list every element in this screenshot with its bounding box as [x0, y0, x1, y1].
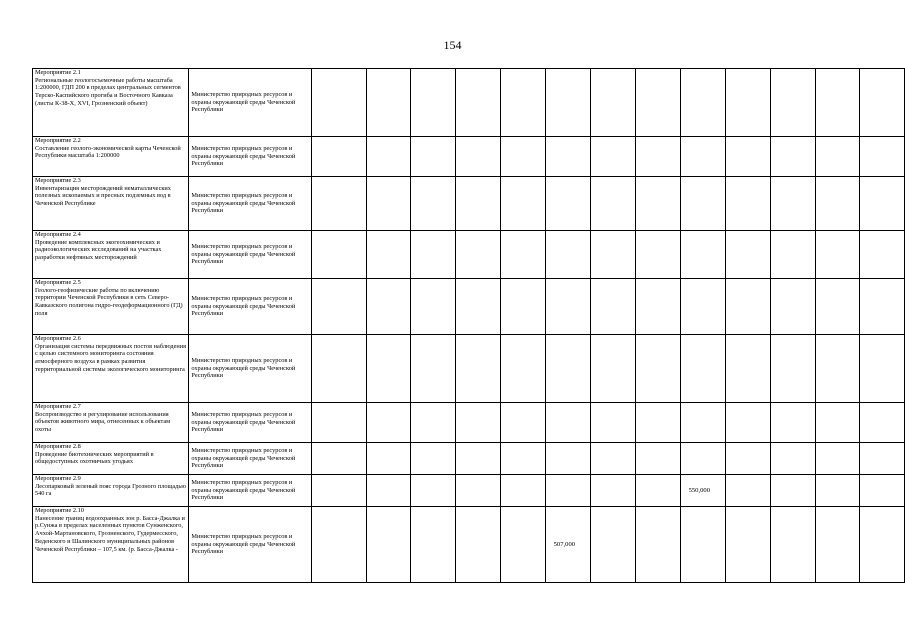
value-cell: [860, 507, 905, 583]
value-cell: [680, 335, 726, 403]
value-cell: [411, 177, 456, 231]
value-cell: [680, 443, 726, 475]
value-cell: [591, 69, 636, 137]
value-cell: [411, 475, 456, 507]
value-cell: [726, 69, 771, 137]
event-description: Нанесение границ водоохранных зон р. Басса-Джалка и р.Сунжа в пределах населенных пунктов Сунженского, Ачхой-Мартановского, Грозненского, Гудермесского, Веденского и Шалинского муниципальных районов Чеченской Республики – 107,5 км. (р. Басса-Джалка -: [35, 514, 185, 553]
value-cell: [815, 279, 860, 335]
value-cell: [591, 231, 636, 279]
value-cell: [770, 443, 815, 475]
value-cell: [815, 231, 860, 279]
value-cell: [726, 507, 771, 583]
value-cell: [500, 507, 545, 583]
value-cell: [860, 403, 905, 443]
responsible-cell: Министерство природных ресурсов и охраны окружающей среды Чеченской Республики: [189, 443, 312, 475]
value-cell: [312, 403, 366, 443]
event-cell: [33, 443, 189, 475]
value-cell: [635, 231, 680, 279]
value-cell: [815, 137, 860, 177]
value-cell: [815, 335, 860, 403]
table-row: [33, 475, 905, 507]
value-cell: [591, 507, 636, 583]
value-cell: [545, 69, 591, 137]
value-cell: [860, 69, 905, 137]
value-cell: [860, 231, 905, 279]
value-cell: [591, 335, 636, 403]
value-cell: [860, 279, 905, 335]
value-cell: [770, 69, 815, 137]
value-cell: [312, 137, 366, 177]
value-cell: [456, 403, 501, 443]
value-cell: [456, 443, 501, 475]
value-cell: [456, 279, 501, 335]
responsible-cell: Министерство природных ресурсов и охраны окружающей среды Чеченской Республики: [189, 475, 312, 507]
event-cell: [33, 231, 189, 279]
value-cell: [726, 335, 771, 403]
responsible-cell: Министерство природных ресурсов и охраны окружающей среды Чеченской Республики: [189, 137, 312, 177]
value-cell: [312, 443, 366, 475]
event-description: Региональные геологосъемочные работы масштаба 1:200000, ГДП 200 в пределах центральных сегментов Терско-Каспийского прогиба и Восточного Кавказа (листы К-38-Х, XVI, Грозненский объект): [35, 76, 181, 107]
value-cell: [500, 403, 545, 443]
event-cell: [33, 177, 189, 231]
value-cell: [680, 231, 726, 279]
value-cell: [545, 137, 591, 177]
event-number: Мероприятие 2.1: [35, 69, 81, 76]
value-cell: [770, 231, 815, 279]
value-cell: [635, 137, 680, 177]
value-cell: [770, 507, 815, 583]
value-cell: [591, 443, 636, 475]
event-number: Мероприятие 2.7: [35, 403, 81, 410]
value-cell: [456, 177, 501, 231]
value-cell: [591, 475, 636, 507]
value-cell: [815, 177, 860, 231]
value-cell: [726, 403, 771, 443]
table-body: [33, 69, 905, 583]
event-number: Мероприятие 2.2: [35, 137, 81, 144]
value-cell: [456, 69, 501, 137]
value-cell: [366, 335, 411, 403]
value-cell: [635, 335, 680, 403]
value-cell: [770, 279, 815, 335]
value-cell: [366, 403, 411, 443]
value-cell: [635, 507, 680, 583]
table-row: [33, 279, 905, 335]
event-number: Мероприятие 2.10: [35, 507, 84, 514]
table-row: [33, 403, 905, 443]
value-cell: [726, 279, 771, 335]
responsible-cell: Министерство природных ресурсов и охраны окружающей среды Чеченской Республики: [189, 231, 312, 279]
table-row: [33, 443, 905, 475]
value-cell: [312, 475, 366, 507]
value-cell: [545, 177, 591, 231]
event-description: Проведение биотехнических мероприятий в общедоступных охотничьих угодьях: [35, 450, 154, 466]
value-cell: [726, 443, 771, 475]
value-cell: [366, 69, 411, 137]
value-cell: [680, 279, 726, 335]
value-cell: [366, 231, 411, 279]
event-description: Лесопарковый зеленый пояс города Грозного площадью 540 га: [35, 482, 186, 498]
value-cell: [635, 69, 680, 137]
value-cell: [815, 443, 860, 475]
value-cell: [635, 443, 680, 475]
value-cell: [815, 403, 860, 443]
responsible-cell: Министерство природных ресурсов и охраны окружающей среды Чеченской Республики: [189, 69, 312, 137]
value-cell: [411, 137, 456, 177]
value-cell: [726, 137, 771, 177]
value-cell: [411, 279, 456, 335]
event-description: Проведение комплексных экогеохимических и радиоэкологических исследований на участках разработки нефтяных месторождений: [35, 238, 162, 262]
event-cell: [33, 507, 189, 583]
value-cell: [770, 403, 815, 443]
value-cell: [770, 137, 815, 177]
value-cell: [500, 177, 545, 231]
value-cell: [860, 443, 905, 475]
value-cell: [635, 475, 680, 507]
value-cell: [366, 279, 411, 335]
event-number: Мероприятие 2.9: [35, 475, 81, 482]
value-cell: [500, 443, 545, 475]
value-cell: [680, 69, 726, 137]
value-cell: [860, 335, 905, 403]
value-cell: [591, 137, 636, 177]
event-cell: [33, 137, 189, 177]
event-cell: [33, 403, 189, 443]
value-cell: [366, 137, 411, 177]
responsible-cell: Министерство природных ресурсов и охраны окружающей среды Чеченской Республики: [189, 177, 312, 231]
value-cell: [545, 231, 591, 279]
value-cell: [635, 403, 680, 443]
event-description: Геолого-геофизические работы по включению территории Чеченской Республики в сеть Северо-Кавказского полигона гидро-геодеформационного (ГД) поля: [35, 286, 183, 317]
value-cell: [726, 231, 771, 279]
event-description: Организация системы передвижных постов наблюдения с целью системного мониторинга состояния атмосферного воздуха в рамках развития территориальной системы экологического мониторинга: [35, 342, 187, 373]
value-cell: [500, 475, 545, 507]
value-cell: [500, 335, 545, 403]
value-cell: [312, 335, 366, 403]
value-cell: [680, 403, 726, 443]
value-cell: [411, 335, 456, 403]
value-cell: [860, 475, 905, 507]
event-description: Воспроизводство и регулирование использования объектов животного мира, отнесенных к объектам охоты: [35, 410, 171, 434]
value-cell: [635, 279, 680, 335]
value-cell: [500, 69, 545, 137]
value-cell: [366, 507, 411, 583]
value-cell: [500, 279, 545, 335]
value-cell: [545, 443, 591, 475]
value-cell: [312, 177, 366, 231]
value-cell: [680, 137, 726, 177]
responsible-cell: Министерство природных ресурсов и охраны окружающей среды Чеченской Республики: [189, 507, 312, 583]
table-row: [33, 177, 905, 231]
value-cell: [680, 507, 726, 583]
table-row: [33, 335, 905, 403]
event-cell: [33, 279, 189, 335]
value-cell: [366, 475, 411, 507]
value-cell: [860, 137, 905, 177]
value-cell: [366, 443, 411, 475]
value-cell: [545, 279, 591, 335]
value-cell: [312, 279, 366, 335]
responsible-cell: Министерство природных ресурсов и охраны окружающей среды Чеченской Республики: [189, 403, 312, 443]
value-cell: [770, 177, 815, 231]
table-row: [33, 231, 905, 279]
event-cell: [33, 69, 189, 137]
value-cell: [456, 507, 501, 583]
value-cell: [770, 475, 815, 507]
value-cell: [411, 403, 456, 443]
value-cell: [312, 231, 366, 279]
table-row: [33, 69, 905, 137]
value-cell: [726, 475, 771, 507]
event-number: Мероприятие 2.4: [35, 231, 81, 238]
value-cell: [411, 69, 456, 137]
event-description: Инвентаризация месторождений нематаллических полезных ископаемых и пресных подземных вод в Чеченской Республике: [35, 184, 171, 208]
value-cell: [456, 335, 501, 403]
value-cell: [312, 69, 366, 137]
page-number: 154: [443, 38, 462, 52]
responsible-cell: Министерство природных ресурсов и охраны окружающей среды Чеченской Республики: [189, 335, 312, 403]
program-table: [32, 68, 905, 583]
event-cell: [33, 335, 189, 403]
table-row: [33, 137, 905, 177]
value-cell: [591, 177, 636, 231]
value-cell: [815, 69, 860, 137]
value-cell: [815, 475, 860, 507]
value-cell: [366, 177, 411, 231]
value-cell: [726, 177, 771, 231]
value-cell: [860, 177, 905, 231]
value-cell: [456, 475, 501, 507]
value-cell: [545, 475, 591, 507]
value-cell: [591, 403, 636, 443]
value-cell: [500, 231, 545, 279]
value-cell: [545, 403, 591, 443]
value-cell: [456, 137, 501, 177]
value-cell: [635, 177, 680, 231]
event-number: Мероприятие 2.3: [35, 177, 81, 184]
event-number: Мероприятие 2.5: [35, 279, 81, 286]
value-cell: [591, 279, 636, 335]
table-row: [33, 507, 905, 583]
value-cell: [500, 137, 545, 177]
responsible-cell: Министерство природных ресурсов и охраны окружающей среды Чеченской Республики: [189, 279, 312, 335]
value-cell: [815, 507, 860, 583]
value-cell: 550,000: [680, 475, 726, 507]
event-number: Мероприятие 2.8: [35, 443, 81, 450]
value-cell: [411, 443, 456, 475]
value-cell: [770, 335, 815, 403]
value-cell: [545, 335, 591, 403]
value-cell: [411, 507, 456, 583]
value-cell: [456, 231, 501, 279]
value-cell: [312, 507, 366, 583]
value-cell: [680, 177, 726, 231]
event-cell: [33, 475, 189, 507]
value-cell: [411, 231, 456, 279]
event-description: Составление геолого-экономической карты Чеченской Республики масштаба 1:200000: [35, 144, 181, 160]
value-cell: 507,000: [545, 507, 591, 583]
event-number: Мероприятие 2.6: [35, 335, 81, 342]
